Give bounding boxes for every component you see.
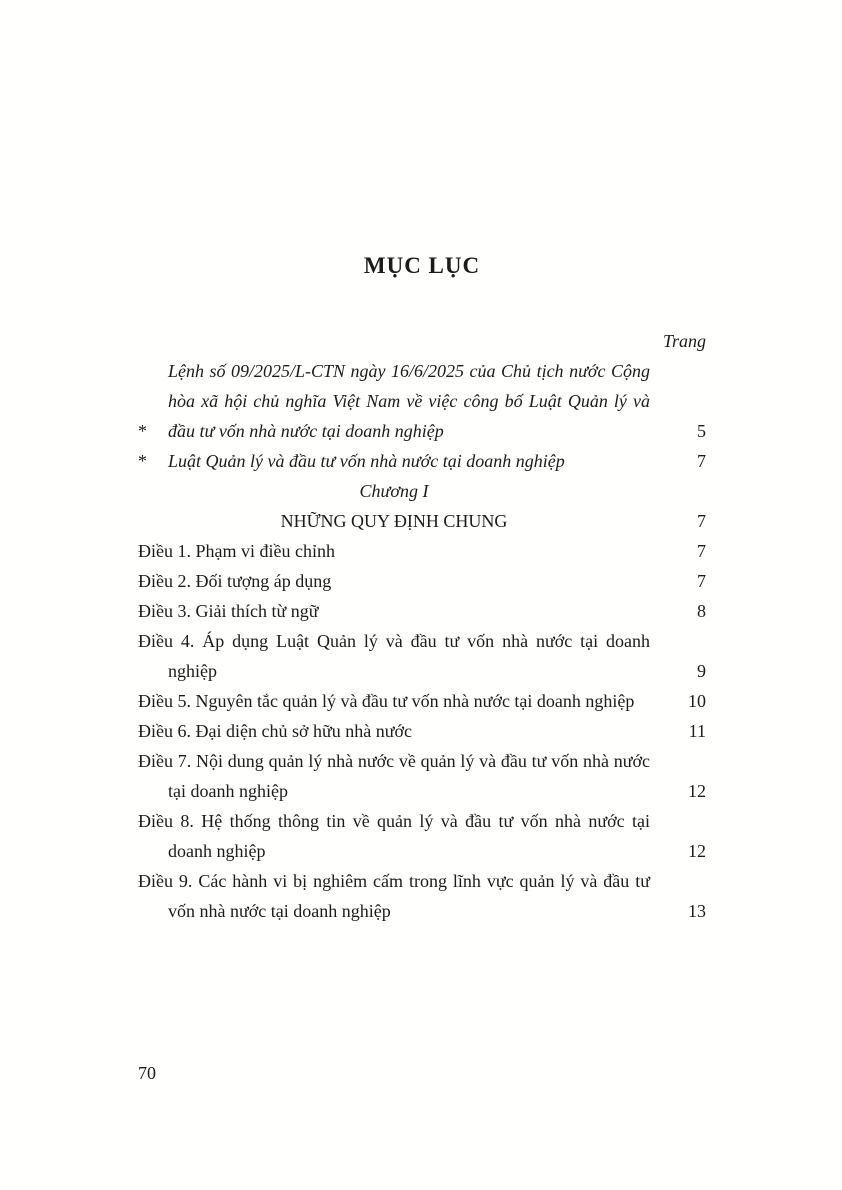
toc-entry-marker: * [138,421,147,441]
toc-entry-page: 12 [688,781,706,801]
toc-entry-text: Điều 8. Hệ thống thông tin về quản lý và đầu tư vốn nhà nước tại doanh nghiệp [138,811,650,861]
toc-entry-text: Điều 4. Áp dụng Luật Quản lý và đầu tư vốn nhà nước tại doanh nghiệp [138,631,650,681]
toc-entry-text: Điều 7. Nội dung quản lý nhà nước về quản lý và đầu tư vốn nhà nước tại doanh nghiệp [138,751,650,801]
toc-entry-page: 13 [688,901,706,921]
toc-entry-page: 8 [697,601,706,621]
toc-entry-page: 7 [697,451,706,471]
toc-entry-luat [138,446,706,476]
footer-page-number: 70 [138,1063,156,1083]
page-title: MỤC LỤC [363,253,481,278]
chapter-title: NHỮNG QUY ĐỊNH CHUNG [280,511,508,531]
toc-entry-page: 5 [697,421,706,441]
toc-entry-text: Điều 3. Giải thích từ ngữ [138,601,319,621]
toc-entry-dieu-7 [138,746,706,806]
chapter-label: Chương I [359,481,429,501]
page-content [138,0,706,926]
table-of-contents [138,356,706,926]
toc-entry-dieu-9 [138,866,706,926]
toc-entry-dieu-6 [138,716,706,746]
chapter-title-row [138,506,706,536]
toc-entry-dieu-1 [138,536,706,566]
toc-entry-page: 7 [697,571,706,591]
toc-entry-page: 12 [688,841,706,861]
toc-entry-text: Điều 2. Đối tượng áp dụng [138,571,332,591]
toc-entry-dieu-5 [138,686,706,716]
toc-entry-text: Điều 9. Các hành vi bị nghiêm cấm trong lĩnh vực quản lý và đầu tư vốn nhà nước tại doanh nghiệp [138,871,650,921]
toc-entry-page: 9 [697,661,706,681]
toc-entry-text: Điều 6. Đại diện chủ sở hữu nhà nước [138,721,412,741]
toc-entry-lenh [138,356,706,446]
toc-entry-text: Điều 5. Nguyên tắc quản lý và đầu tư vốn nhà nước tại doanh nghiệp [138,691,635,711]
page-column-header: Trang [662,331,706,351]
toc-entry-page: 11 [688,721,706,741]
toc-entry-dieu-2 [138,566,706,596]
toc-entry-text: Lệnh số 09/2025/L-CTN ngày 16/6/2025 của Chủ tịch nước Cộng hòa xã hội chủ nghĩa Việt Nam về việc công bố Luật Quản lý và đầu tư vốn nhà nước tại doanh nghiệp [168,361,650,441]
toc-entry-dieu-3 [138,596,706,626]
toc-entry-page: 10 [688,691,706,711]
toc-entry-dieu-4 [138,626,706,686]
toc-entry-text: Điều 1. Phạm vi điều chỉnh [138,541,335,561]
toc-entry-marker: * [138,451,147,471]
toc-entry-dieu-8 [138,806,706,866]
toc-entry-text: Luật Quản lý và đầu tư vốn nhà nước tại doanh nghiệp [168,451,565,471]
chapter-page: 7 [697,511,706,531]
toc-entry-page: 7 [697,541,706,561]
